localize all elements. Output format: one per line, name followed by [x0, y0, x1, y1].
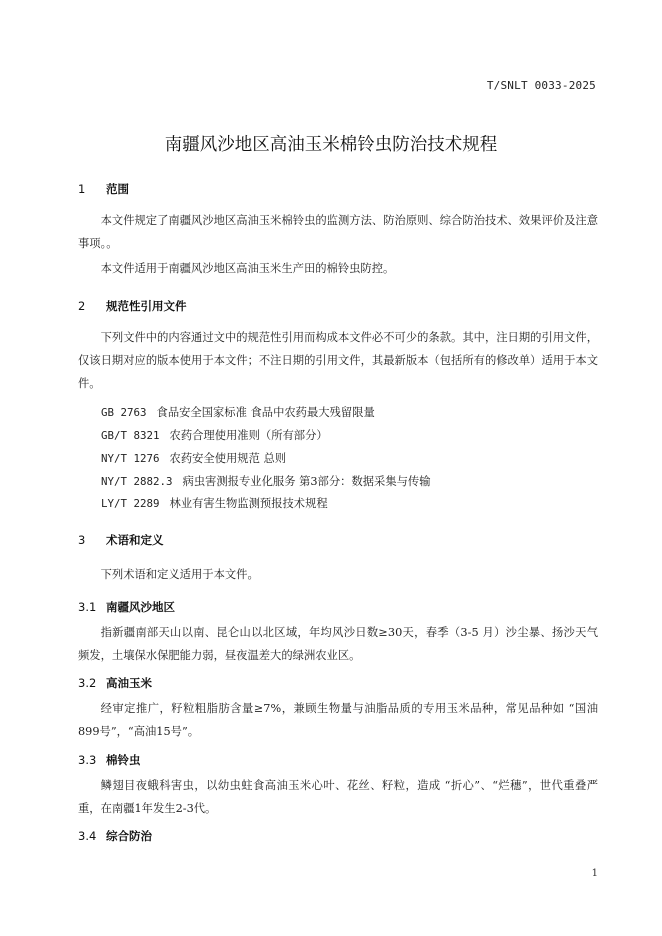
reference-code: GB/T 8321 [101, 429, 160, 442]
reference-item [101, 427, 328, 443]
reference-title: 病虫害测报专业化服务 第3部分：数据采集与传输 [182, 475, 431, 488]
references-intro: 下列文件中的内容通过文中的规范性引用而构成本文件必不可少的条款。其中，注日期的引用文件，仅该日期对应的版本使用于本文件；不注日期的引用文件，其最新版本（包括所有的修改单）适用于本文件。 [78, 331, 598, 390]
reference-title: 林业有害生物监测预报技术规程 [169, 497, 328, 510]
term-heading-3-2 [78, 675, 152, 691]
reference-item [101, 404, 375, 420]
term-heading-3-3 [78, 752, 141, 768]
section-heading-references [78, 298, 187, 314]
section-number: 3 [78, 533, 86, 547]
reference-code: NY/T 2882.3 [101, 475, 173, 488]
term-title: 综合防治 [106, 829, 152, 843]
reference-code: NY/T 1276 [101, 452, 160, 465]
document-title: 南疆风沙地区高油玉米棉铃虫防治技术规程 [164, 135, 498, 155]
section-heading-terms [78, 532, 164, 548]
reference-item [101, 495, 328, 511]
term-title: 南疆风沙地区 [106, 600, 175, 614]
terms-intro: 下列术语和定义适用于本文件。 [100, 568, 259, 581]
scope-paragraph-1: 本文件规定了南疆风沙地区高油玉米棉铃虫的监测方法、防治原则、综合防治技术、效果评价及注意事项。。 [78, 214, 598, 250]
reference-title: 食品安全国家标准 食品中农药最大残留限量 [156, 406, 375, 419]
term-title: 高油玉米 [106, 676, 152, 690]
section-number: 2 [78, 299, 86, 313]
term-definition-3-3: 鳞翅目夜蛾科害虫，以幼虫蛀食高油玉米心叶、花丝、籽粒，造成 “折心”、“烂穗”，世代重叠严重，在南疆1年发生2-3代。 [78, 779, 598, 815]
term-definition-3-2: 经审定推广，籽粒粗脂肪含量≥7%，兼顾生物量与油脂品质的专用玉米品种，常见品种如 “国油899号”，“高油15号”。 [78, 702, 598, 738]
page-number: 1 [591, 868, 598, 879]
term-number: 3.3 [78, 753, 97, 767]
section-number: 1 [78, 182, 86, 196]
term-heading-3-1 [78, 599, 175, 615]
term-title: 棉铃虫 [106, 753, 141, 767]
term-heading-3-4 [78, 828, 152, 844]
term-definition-3-1: 指新疆南部天山以南、昆仑山以北区域，年均风沙日数≥30天，春季（3-5 月）沙尘暴、扬沙天气频发，土壤保水保肥能力弱，昼夜温差大的绿洲农业区。 [78, 626, 598, 662]
scope-paragraph-2: 本文件适用于南疆风沙地区高油玉米生产田的棉铃虫防控。 [100, 262, 395, 275]
term-number: 3.1 [78, 600, 97, 614]
section-title: 规范性引用文件 [106, 299, 187, 313]
term-number: 3.2 [78, 676, 97, 690]
reference-title: 农药安全使用规范 总则 [169, 452, 287, 465]
reference-item [101, 473, 431, 489]
term-number: 3.4 [78, 829, 97, 843]
section-heading-scope [78, 181, 129, 197]
reference-title: 农药合理使用准则（所有部分） [169, 429, 328, 442]
reference-code: LY/T 2289 [101, 497, 160, 510]
section-title: 术语和定义 [106, 533, 164, 547]
reference-item [101, 450, 286, 466]
document-code: T/SNLT 0033-2025 [486, 79, 596, 92]
reference-code: GB 2763 [101, 406, 147, 419]
section-title: 范围 [106, 182, 129, 196]
